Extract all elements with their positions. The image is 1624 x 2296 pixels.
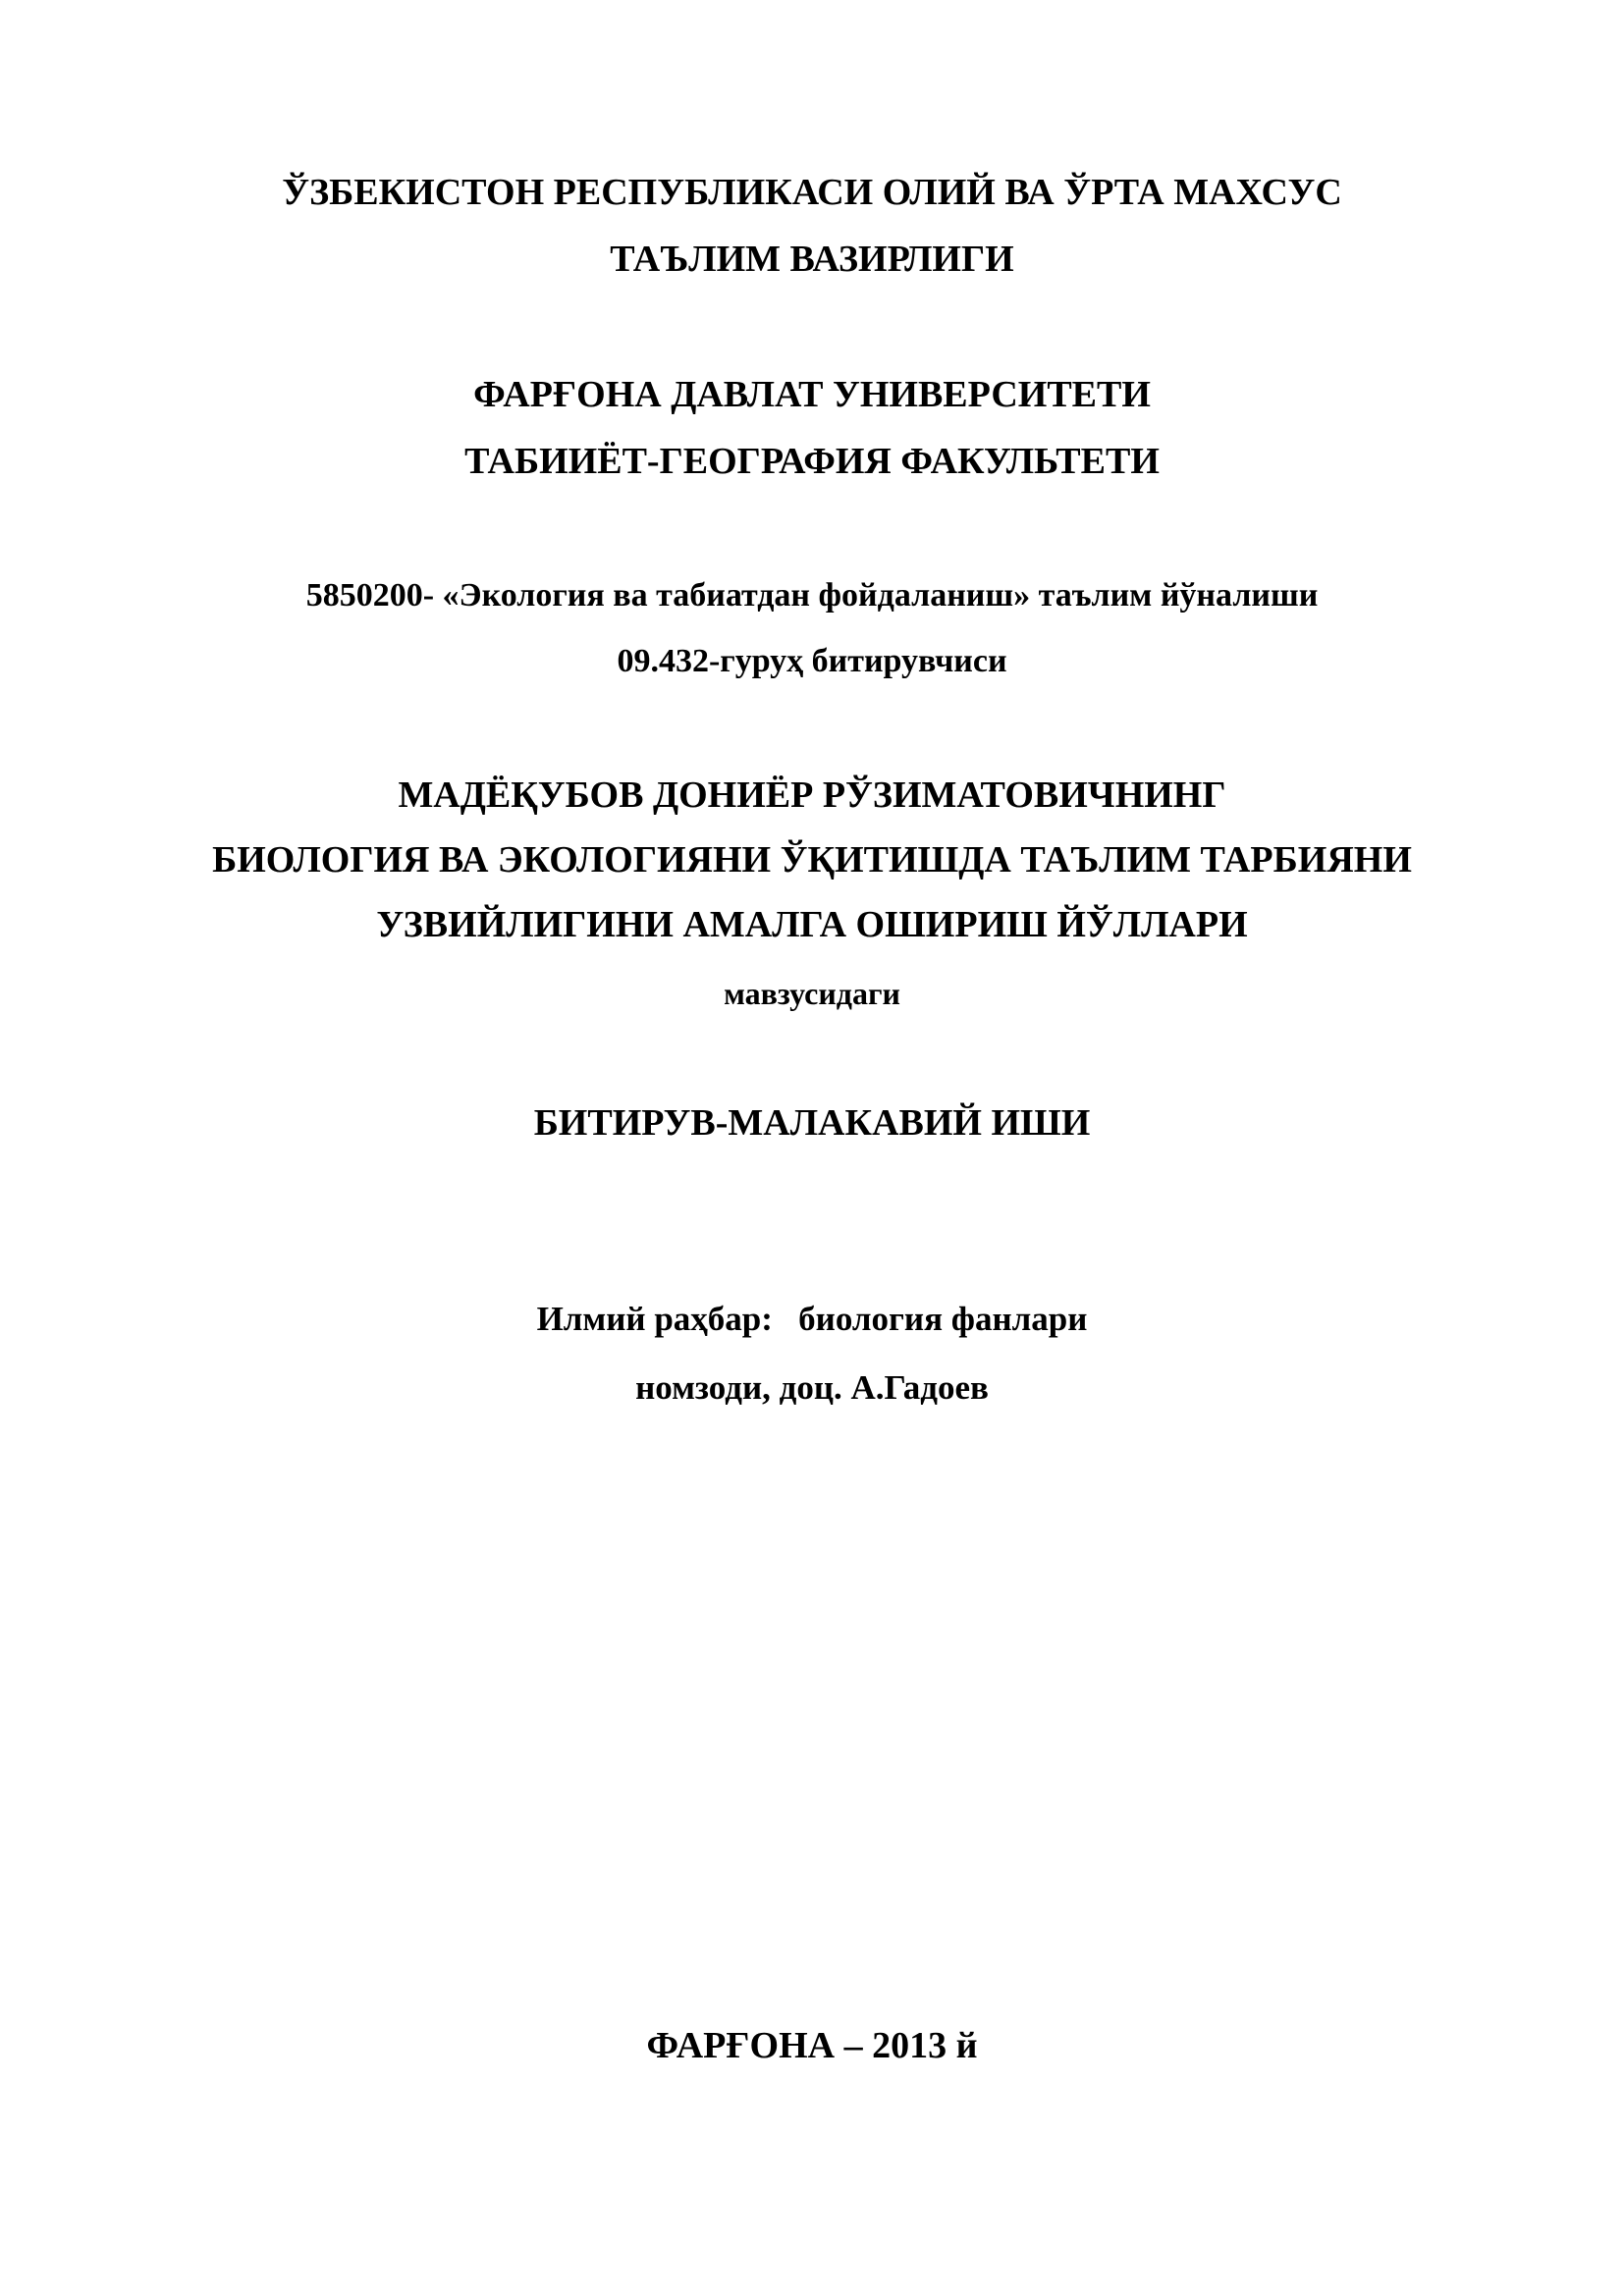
supervisor-line-1: Илмий раҳбар: биология фанлари bbox=[536, 1300, 1088, 1338]
city-year: ФАРҒОНА – 2013 й bbox=[646, 2025, 978, 2066]
topic-line-2: УЗВИЙЛИГИНИ АМАЛГА ОШИРИШ ЙЎЛЛАРИ bbox=[376, 904, 1248, 945]
work-type-title: БИТИРУВ-МАЛАКАВИЙ ИШИ bbox=[533, 1102, 1091, 1144]
supervisor-line-2: номзоди, доц. А.Гадоев bbox=[635, 1368, 989, 1407]
ministry-line-1: ЎЗБЕКИСТОН РЕСПУБЛИКАСИ ОЛИЙ ВА ЎРТА МАХСУС bbox=[282, 172, 1342, 213]
ministry-line-2: ТАЪЛИМ ВАЗИРЛИГИ bbox=[610, 239, 1014, 280]
university-name: ФАРҒОНА ДАВЛАТ УНИВЕРСИТЕТИ bbox=[473, 374, 1151, 415]
author-name: МАДЁҚУБОВ ДОНИЁР РЎЗИМАТОВИЧНИНГ bbox=[398, 774, 1226, 816]
topic-line-1: БИОЛОГИЯ ВА ЭКОЛОГИЯНИ ЎҚИТИШДА ТАЪЛИМ ТАРБИЯНИ bbox=[212, 839, 1412, 881]
faculty-name: ТАБИИЁТ-ГЕОГРАФИЯ ФАКУЛЬТЕТИ bbox=[464, 441, 1160, 482]
program-group: 09.432-гуруҳ битирувчиси bbox=[617, 643, 1007, 679]
topic-suffix: мавзусидаги bbox=[724, 976, 900, 1011]
program-direction: 5850200- «Экология ва табиатдан фойдаланиш» таълим йўналиши bbox=[305, 577, 1319, 614]
